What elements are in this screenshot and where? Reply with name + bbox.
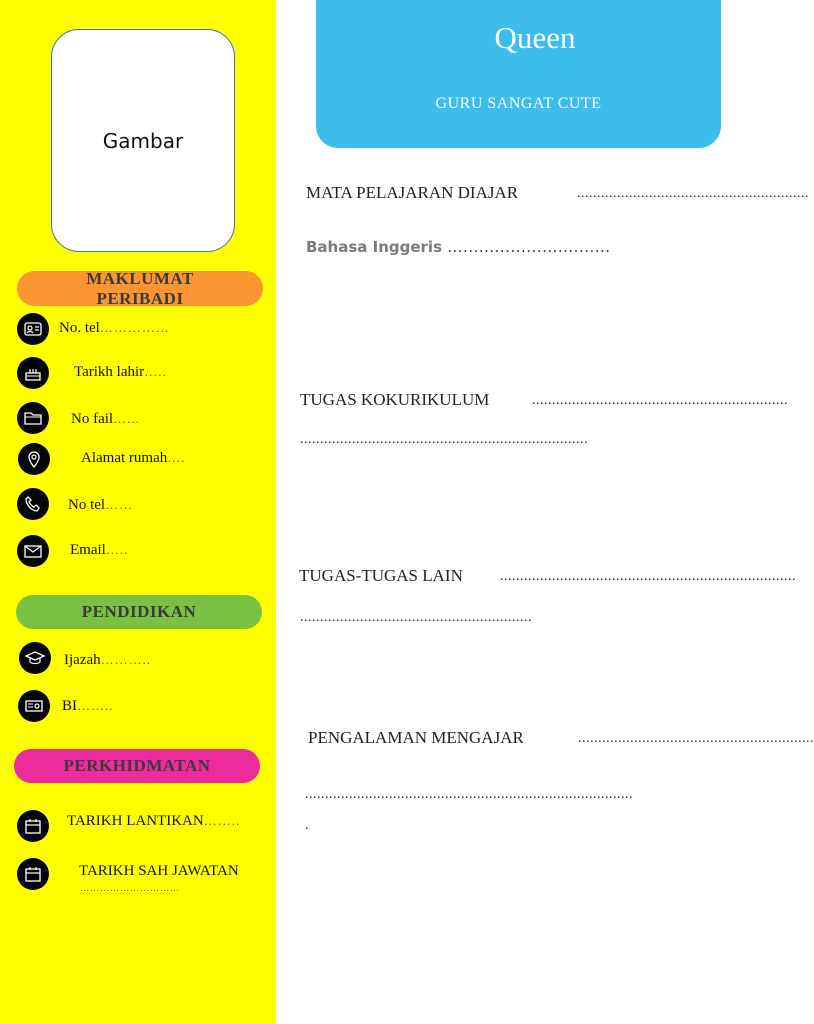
envelope-icon: [17, 535, 49, 567]
graduation-cap-icon: [19, 642, 51, 674]
subject-entry-dots: ...............................: [447, 238, 611, 256]
calendar-icon: [17, 810, 49, 842]
id-card-icon: [17, 313, 49, 345]
confirmation-date-dots: …………………………: [80, 883, 180, 893]
folder-icon: [17, 402, 49, 434]
item-label: Tarikh lahir: [74, 364, 145, 380]
item-dots: …..: [144, 364, 167, 379]
experience-label: PENGALAMAN MENGAJAR: [308, 728, 524, 747]
cocurricular-label: TUGAS KOKURIKULUM: [300, 390, 490, 409]
personal-item-phone-2: [68, 497, 133, 514]
personal-item-email: [70, 542, 128, 559]
item-label: TARIKH LANTIKAN: [67, 813, 204, 829]
subjects-dots: ..........................................................: [577, 186, 809, 201]
section-education-header: [16, 595, 262, 629]
phone-icon: [17, 488, 49, 520]
other-duties-label: TUGAS-TUGAS LAIN: [299, 566, 463, 585]
calendar-icon: [17, 858, 49, 890]
item-label: Alamat rumah: [81, 450, 168, 466]
item-dots: …..: [105, 542, 129, 557]
cake-icon: [17, 357, 49, 389]
sidebar: [0, 0, 276, 1024]
personal-item-address: [81, 450, 185, 467]
location-pin-icon: [18, 443, 50, 475]
certificate-icon: [18, 690, 50, 722]
item-label: TARIKH SAH JAWATAN: [79, 863, 239, 879]
photo-label: Gambar: [102, 128, 184, 153]
section-personal-title: MAKLUMAT PERIBADI: [86, 268, 194, 308]
education-item-degree: [64, 652, 151, 669]
personal-item-file-no: [71, 411, 140, 428]
item-label: Ijazah: [64, 652, 101, 668]
education-item-bi: [62, 698, 114, 715]
item-dots: ……..: [203, 813, 241, 828]
item-dots: ………..: [100, 652, 152, 667]
item-label: BI: [62, 698, 77, 714]
item-dots: ……..: [77, 698, 114, 713]
item-label: No tel: [68, 497, 106, 513]
section-service-title: PERKHIDMATAN: [63, 756, 211, 775]
item-label: No. tel: [59, 320, 100, 336]
item-dots: …...: [113, 411, 140, 426]
other-duties-line2: ..........................................................: [300, 610, 532, 625]
subjects-label: MATA PELAJARAN DIAJAR: [306, 183, 519, 202]
item-dots: ……: [105, 497, 134, 512]
item-dots: ……………: [99, 320, 170, 335]
teacher-role: GURU SANGAT CUTE: [435, 95, 602, 112]
experience-line3: .: [305, 818, 309, 833]
subject-entry: [306, 238, 611, 256]
item-dots: ….: [167, 450, 186, 465]
personal-item-phone: [59, 320, 170, 337]
cocurricular-dots: ................................................................: [532, 393, 788, 408]
teacher-name: Queen: [494, 20, 576, 55]
other-duties-dots: ..........................................................................: [500, 569, 796, 584]
item-label: No fail: [71, 411, 114, 427]
section-personal-header: [17, 268, 263, 308]
section-education-title: PENDIDIKAN: [81, 602, 197, 621]
cocurricular-line2: ........................................................................: [300, 432, 588, 447]
section-service-header: [14, 749, 260, 783]
personal-item-birthdate: [74, 364, 167, 381]
item-label: Email: [70, 542, 106, 558]
photo-placeholder[interactable]: [51, 29, 235, 252]
service-item-confirmation-date: [79, 863, 239, 880]
experience-dots: ...........................................................: [578, 731, 814, 746]
subject-entry-label: Bahasa Inggeris: [306, 238, 443, 256]
service-item-appointment-date: [67, 813, 240, 830]
experience-line2: ..................................................................................: [305, 787, 633, 802]
